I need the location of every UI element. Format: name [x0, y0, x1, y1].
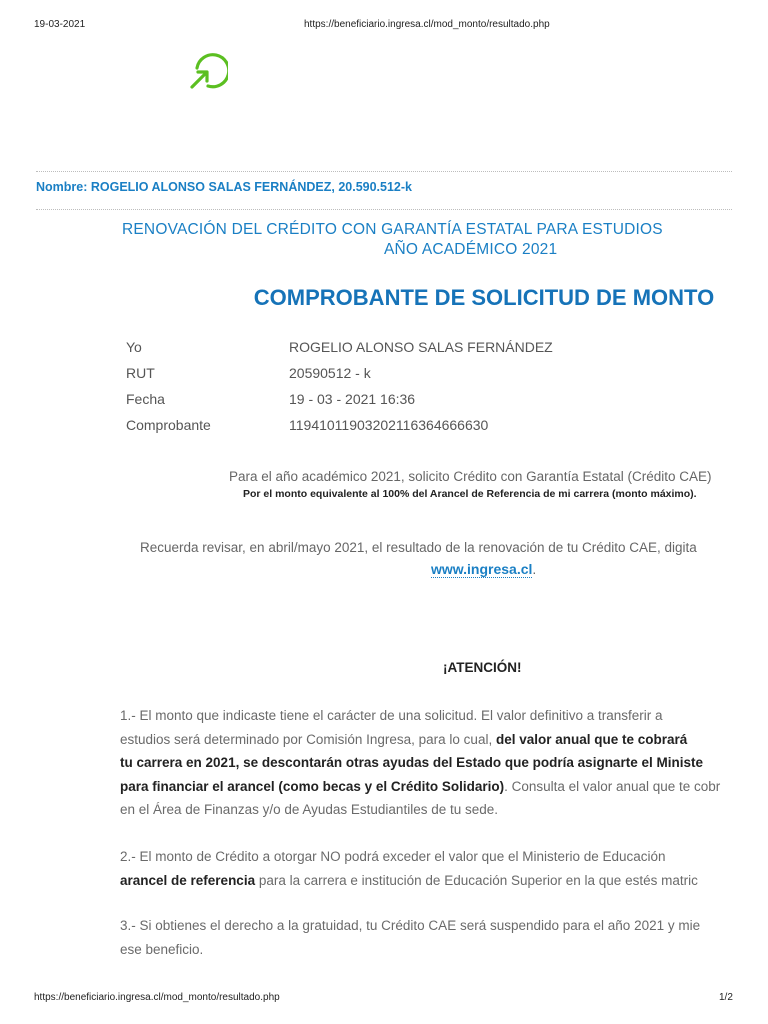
atencion-heading: ¡ATENCIÓN!: [443, 660, 522, 675]
info-value-rut: 20590512 - k: [289, 365, 371, 381]
solicitud-monto-text: Por el monto equivalente al 100% del Arancel de Referencia de mi carrera (monto máximo).: [243, 488, 697, 500]
point3-line1: 3.- Si obtienes el derecho a la gratuidad, tu Crédito CAE será suspendido para el año 2021 y mie: [120, 918, 701, 933]
point3-paragraph: [120, 914, 733, 961]
info-label-yo: Yo: [126, 339, 142, 355]
point1-line2: estudios será determinado por Comisión Ingresa, para lo cual, del valor anual que te cobrará: [120, 731, 688, 747]
info-value-comprobante: 11941011903202116364666630: [289, 417, 489, 433]
point1-line1: 1.- El monto que indicaste tiene el carácter de una solicitud. El valor definitivo a transferir a: [120, 708, 663, 723]
info-value-fecha: 19 - 03 - 2021 16:36: [289, 391, 416, 407]
info-label-rut: RUT: [126, 365, 155, 381]
point1-line5: en el Área de Finanzas y/o de Ayudas Estudiantiles de tu sede.: [120, 802, 498, 817]
print-date: 19-03-2021: [34, 19, 86, 30]
point2-line2: arancel de referencia para la carrera e institución de Educación Superior en la que estés matric: [120, 872, 698, 888]
print-footer-url: https://beneficiario.ingresa.cl/mod_monto/resultado.php: [34, 992, 280, 1003]
point2-line1: 2.- El monto de Crédito a otorgar NO podrá exceder el valor que el Ministerio de Educación: [120, 849, 666, 864]
point1-line4: para financiar el arancel (como becas y el Crédito Solidario). Consulta el valor anual que te cobr: [120, 778, 721, 794]
renovacion-line1: RENOVACIÓN DEL CRÉDITO CON GARANTÍA ESTATAL PARA ESTUDIOS: [122, 221, 663, 238]
point1-line3: tu carrera en 2021, se descontarán otras ayudas del Estado que podría asignarte el Ministe: [120, 755, 703, 770]
point1-paragraph: [120, 704, 733, 822]
renovacion-line2: AÑO ACADÉMICO 2021: [384, 241, 558, 258]
link-suffix: .: [532, 561, 537, 577]
info-label-comprobante: Comprobante: [126, 417, 211, 433]
page-title: COMPROBANTE DE SOLICITUD DE MONTO: [253, 285, 715, 310]
info-label-fecha: Fecha: [126, 391, 165, 407]
point3-line2: ese beneficio.: [120, 941, 204, 957]
print-page-number: 1/2: [719, 992, 733, 1003]
recuerda-text: Recuerda revisar, en abril/mayo 2021, el resultado de la renovación de tu Crédito CAE, digita: [140, 540, 697, 555]
nombre-line: Nombre: ROGELIO ALONSO SALAS FERNÁNDEZ, 20.590.512-k: [36, 180, 413, 194]
info-value-yo: ROGELIO ALONSO SALAS FERNÁNDEZ: [289, 339, 553, 355]
point2-paragraph: [120, 845, 733, 892]
solicitud-text: Para el año académico 2021, solicito Crédito con Garantía Estatal (Crédito CAE): [229, 469, 712, 484]
ingresa-link[interactable]: www.ingresa.cl: [431, 561, 533, 577]
print-header-url: https://beneficiario.ingresa.cl/mod_monto/resultado.php: [304, 19, 550, 30]
